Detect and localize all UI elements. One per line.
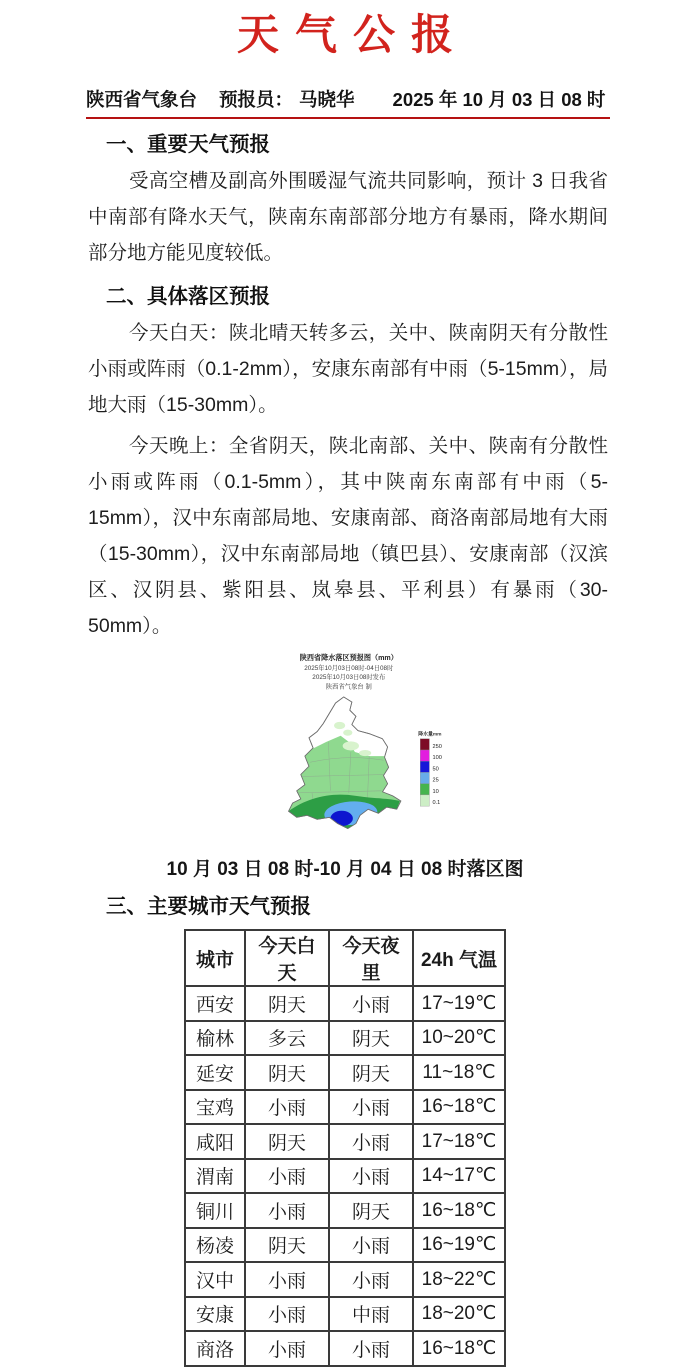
section-1-body: 受高空槽及副高外围暖湿气流共同影响，预计 3 日我省中南部有降水天气，陕南东南部部分地方有暴雨，降水期间部分地方能见度较低。 <box>88 170 608 264</box>
table-row <box>185 1159 505 1194</box>
header-night: 今天夜里 <box>329 930 413 986</box>
table-row <box>185 1021 505 1056</box>
cell-temp: 16~19℃ <box>413 1228 505 1263</box>
legend-swatch-01 <box>420 795 429 806</box>
cell-night: 小雨 <box>329 986 413 1021</box>
cell-city: 汉中 <box>185 1262 245 1297</box>
rain-region-storm <box>330 811 352 826</box>
cell-temp: 17~19℃ <box>413 986 505 1021</box>
table-row <box>185 1124 505 1159</box>
cell-city: 咸阳 <box>185 1124 245 1159</box>
cell-day: 小雨 <box>245 1159 329 1194</box>
cell-temp: 17~18℃ <box>413 1124 505 1159</box>
table-row <box>185 1262 505 1297</box>
station-name: 陕西省气象台 <box>86 89 198 110</box>
cell-temp: 16~18℃ <box>413 1331 505 1366</box>
cell-city: 杨凌 <box>185 1228 245 1263</box>
cell-temp: 14~17℃ <box>413 1159 505 1194</box>
rain-patch-north-2 <box>343 730 352 736</box>
shaanxi-map-group <box>251 697 406 848</box>
map-caption: 10 月 03 日 08 时-10 月 04 日 08 时落区图 <box>166 859 524 880</box>
cell-temp: 18~22℃ <box>413 1262 505 1297</box>
cell-city: 渭南 <box>185 1159 245 1194</box>
cell-day: 阴天 <box>245 986 329 1021</box>
cell-city: 铜川 <box>185 1193 245 1228</box>
header-city: 城市 <box>185 930 245 986</box>
precipitation-map <box>241 650 477 850</box>
cell-night: 小雨 <box>329 1159 413 1194</box>
cell-night: 阴天 <box>329 1055 413 1090</box>
cell-day: 小雨 <box>245 1090 329 1125</box>
issue-header <box>86 86 610 119</box>
forecaster-label: 预报员： <box>219 89 294 110</box>
cell-city: 榆林 <box>185 1021 245 1056</box>
cell-city: 安康 <box>185 1297 245 1332</box>
page-title: 天气公报 <box>236 11 469 58</box>
table-row <box>185 1193 505 1228</box>
cell-temp: 16~18℃ <box>413 1090 505 1125</box>
legend-swatch-100 <box>420 750 429 761</box>
cell-city: 延安 <box>185 1055 245 1090</box>
legend-swatch-250 <box>420 739 429 750</box>
map-legend <box>418 731 442 806</box>
rain-patch-center <box>343 741 359 750</box>
legend-label-01: 0.1 <box>432 800 441 807</box>
cell-night: 小雨 <box>329 1124 413 1159</box>
table-row <box>185 1055 505 1090</box>
legend-swatch-50 <box>420 761 429 772</box>
map-valid-period: 2025年10月03日08时-04日08时 <box>304 664 394 672</box>
legend-swatch-10 <box>420 784 429 795</box>
cell-day: 小雨 <box>245 1297 329 1332</box>
issue-time: 2025 年 10 月 03 日 08 时 <box>392 89 606 110</box>
section-3-heading: 三、主要城市天气预报 <box>106 895 311 918</box>
legend-title: 降水量mm <box>418 732 442 738</box>
table-row <box>185 1297 505 1332</box>
cell-night: 阴天 <box>329 1021 413 1056</box>
cell-temp: 18~20℃ <box>413 1297 505 1332</box>
cell-day: 阴天 <box>245 1124 329 1159</box>
cell-day: 多云 <box>245 1021 329 1056</box>
section-2-paragraph-night: 今天晚上：全省阴天，陕北南部、关中、陕南有分散性小雨或阵雨（0.1-5mm），其中陕南东南部有中雨（5-15mm），汉中东南部局地、安康南部、商洛南部局地有大雨（15-30mm），汉中东南部局地（镇巴县）、安康南部（汉滨区、汉阴县、紫阳县、岚皋县、平利县）有暴雨（30-50mm）。 <box>88 435 608 637</box>
map-issued-time: 2025年10月03日08时发布 <box>312 674 386 682</box>
table-row <box>185 1228 505 1263</box>
cell-night: 小雨 <box>329 1262 413 1297</box>
map-title: 陕西省降水落区预报图（mm） <box>299 654 398 663</box>
rain-patch-east <box>359 750 371 756</box>
section-1-heading: 一、重要天气预报 <box>106 133 270 156</box>
precipitation-map-block <box>129 650 589 850</box>
cell-city: 商洛 <box>185 1331 245 1366</box>
cell-night: 小雨 <box>329 1228 413 1263</box>
cell-night: 阴天 <box>329 1193 413 1228</box>
cell-temp: 10~20℃ <box>413 1021 505 1056</box>
table-row <box>185 1331 505 1366</box>
cell-night: 小雨 <box>329 1090 413 1125</box>
header-day: 今天白天 <box>245 930 329 986</box>
weather-bulletin-page <box>0 10 690 1361</box>
header-temp: 24h 气温 <box>413 930 505 986</box>
cell-day: 阴天 <box>245 1228 329 1263</box>
legend-label-250: 250 <box>432 743 442 750</box>
table-row <box>185 1090 505 1125</box>
map-credit: 陕西省气象台 制 <box>325 683 372 691</box>
legend-label-25: 25 <box>432 777 439 784</box>
legend-label-10: 10 <box>432 788 439 795</box>
forecaster-name: 马晓华 <box>299 89 355 110</box>
cell-day: 小雨 <box>245 1331 329 1366</box>
legend-label-100: 100 <box>432 755 442 762</box>
cell-day: 阴天 <box>245 1055 329 1090</box>
rain-patch-north-1 <box>334 722 345 729</box>
cell-day: 小雨 <box>245 1193 329 1228</box>
cell-night: 中雨 <box>329 1297 413 1332</box>
cell-day: 小雨 <box>245 1262 329 1297</box>
table-row <box>185 986 505 1021</box>
legend-swatch-25 <box>420 772 429 783</box>
city-forecast-table <box>184 929 506 1367</box>
legend-label-50: 50 <box>432 766 439 773</box>
table-header-row <box>185 930 505 986</box>
cell-city: 西安 <box>185 986 245 1021</box>
cell-temp: 16~18℃ <box>413 1193 505 1228</box>
cell-night: 小雨 <box>329 1331 413 1366</box>
section-2-paragraph-day: 今天白天：陕北晴天转多云，关中、陕南阴天有分散性小雨或阵雨（0.1-2mm），安康东南部有中雨（5-15mm），局地大雨（15-30mm）。 <box>88 322 608 416</box>
cell-temp: 11~18℃ <box>413 1055 505 1090</box>
cell-city: 宝鸡 <box>185 1090 245 1125</box>
section-2-heading: 二、具体落区预报 <box>106 285 270 308</box>
